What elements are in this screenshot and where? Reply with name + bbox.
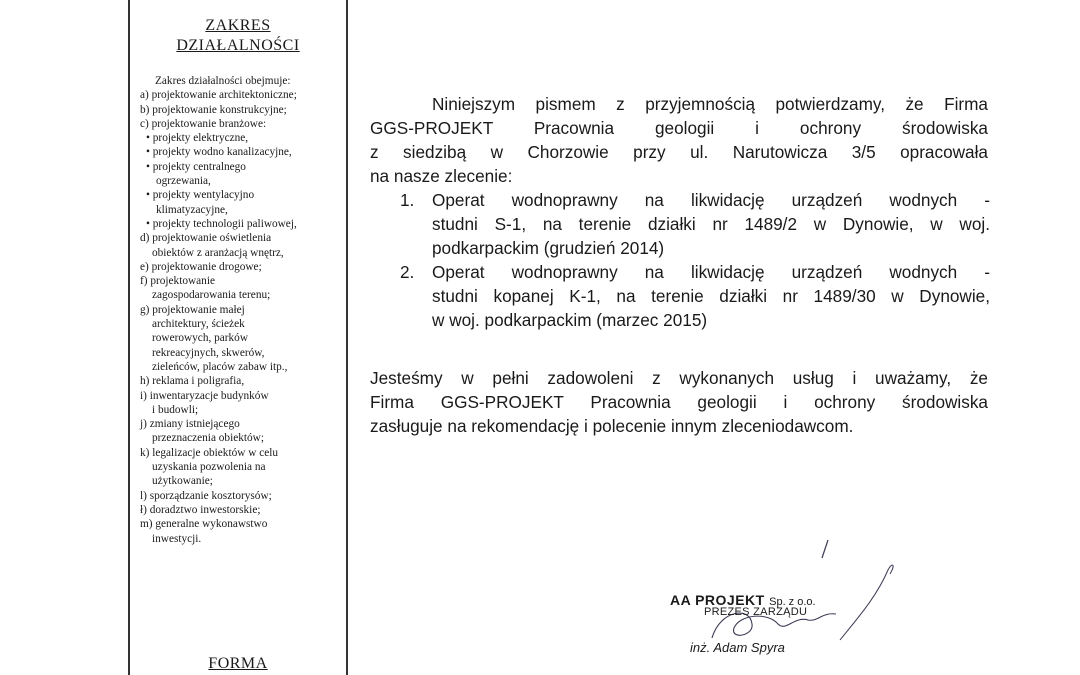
work-item	[400, 260, 990, 332]
scope-item: a) projektowanie architektoniczne;	[140, 89, 297, 102]
scope-item: • projekty centralnego	[146, 160, 246, 173]
scope-item: rekreacyjnych, skwerów,	[152, 346, 265, 359]
scope-item: k) legalizacje obiektów w celu	[140, 446, 279, 459]
scope-item: rowerowych, parków	[152, 332, 248, 345]
scope-list	[140, 74, 345, 546]
scope-item: Zakres działalności obejmuje:	[155, 75, 291, 87]
scope-item: i) inwentaryzacje budynków	[140, 389, 269, 402]
work-line: studni kopanej K-1, na terenie działki nr 1489/30 w Dynowie,	[432, 286, 990, 306]
scope-item: architektury, ścieżek	[152, 318, 245, 331]
sidebar-heading-scope	[130, 16, 346, 56]
scope-item: g) projektowanie małej	[140, 303, 245, 316]
scope-item: inwestycji.	[152, 532, 202, 545]
scope-item: e) projektowanie drogowe;	[140, 260, 262, 273]
scope-item: • projekty wodno kanalizacyjne,	[146, 146, 292, 159]
scope-item: f) projektowanie	[140, 275, 215, 288]
work-line: studni S-1, na terenie działki nr 1489/2 w Dynowie, w woj.	[432, 214, 990, 234]
scope-item: m) generalne wykonawstwo	[140, 518, 268, 531]
scope-item: d) projektowanie oświetlenia	[140, 232, 272, 245]
signatory-name: inż. Adam Spyra	[690, 640, 785, 655]
scope-item: użytkowanie;	[152, 475, 213, 488]
scope-item: ogrzewania,	[156, 175, 211, 188]
intro-line: z siedzibą w Chorzowie przy ul. Narutowicza 3/5 opracowała	[370, 142, 988, 162]
sidebar-heading-form: FORMA	[208, 655, 268, 672]
work-list	[400, 188, 990, 332]
scope-item: l) sporządzanie kosztorysów;	[140, 489, 272, 502]
scope-item: c) projektowanie branżowe:	[140, 117, 267, 130]
scope-item: • projekty elektryczne,	[146, 132, 249, 145]
scope-item: klimatyzacyjne,	[156, 203, 228, 216]
scope-sidebar	[128, 0, 348, 675]
intro-paragraph	[370, 92, 988, 188]
work-number: 2.	[400, 262, 415, 282]
scope-item: obiektów z aranżacją wnętrz,	[152, 246, 284, 259]
scope-item: uzyskania pozwolenia na	[152, 461, 266, 474]
scope-item: ł) doradztwo inwestorskie;	[140, 503, 261, 516]
intro-line: GGS-PROJEKT Pracownia geologii i ochrony środowiska	[370, 118, 988, 138]
intro-line: Niniejszym pismem z przyjemnością potwierdzamy, że Firma	[432, 94, 988, 114]
work-number: 1.	[400, 190, 415, 210]
scope-item: b) projektowanie konstrukcyjne;	[140, 103, 287, 116]
scope-item: • projekty wentylacyjno	[146, 189, 255, 202]
work-line: podkarpackim (grudzień 2014)	[432, 238, 665, 258]
work-line: w woj. podkarpackim (marzec 2015)	[432, 310, 708, 330]
company-suffix: Sp. z o.o.	[769, 596, 816, 608]
scope-item: • projekty technologii paliwowej,	[146, 217, 297, 230]
signatory-role: PREZES ZARZĄDU	[704, 606, 808, 618]
sidebar-heading-line: ZAKRES	[205, 17, 271, 34]
work-line: Operat wodnoprawny na likwidację urządzeń wodnych -	[432, 190, 990, 210]
work-line: Operat wodnoprawny na likwidację urządzeń wodnych -	[432, 262, 990, 282]
intro-line: na nasze zlecenie:	[370, 166, 513, 186]
work-item	[400, 188, 990, 260]
scope-item: i budowli;	[152, 403, 199, 416]
closing-line: Firma GGS-PROJEKT Pracownia geologii i ochrony środowiska	[370, 392, 988, 412]
scope-item: zieleńców, placów zabaw itp.,	[152, 360, 288, 373]
scope-item: j) zmiany istniejącego	[140, 418, 240, 431]
scope-item: przeznaczenia obiektów;	[152, 432, 264, 445]
sidebar-heading-line: DZIAŁALNOŚCI	[176, 37, 300, 54]
closing-line: Jesteśmy w pełni zadowoleni z wykonanych usług i uważamy, że	[370, 368, 988, 388]
company-name: AA PROJEKT	[670, 592, 765, 608]
closing-paragraph	[370, 366, 988, 438]
scope-item: h) reklama i poligrafia,	[140, 375, 245, 388]
closing-line: zasługuje na rekomendację i polecenie innym zleceniodawcom.	[370, 416, 854, 436]
scope-item: zagospodarowania terenu;	[152, 289, 271, 302]
